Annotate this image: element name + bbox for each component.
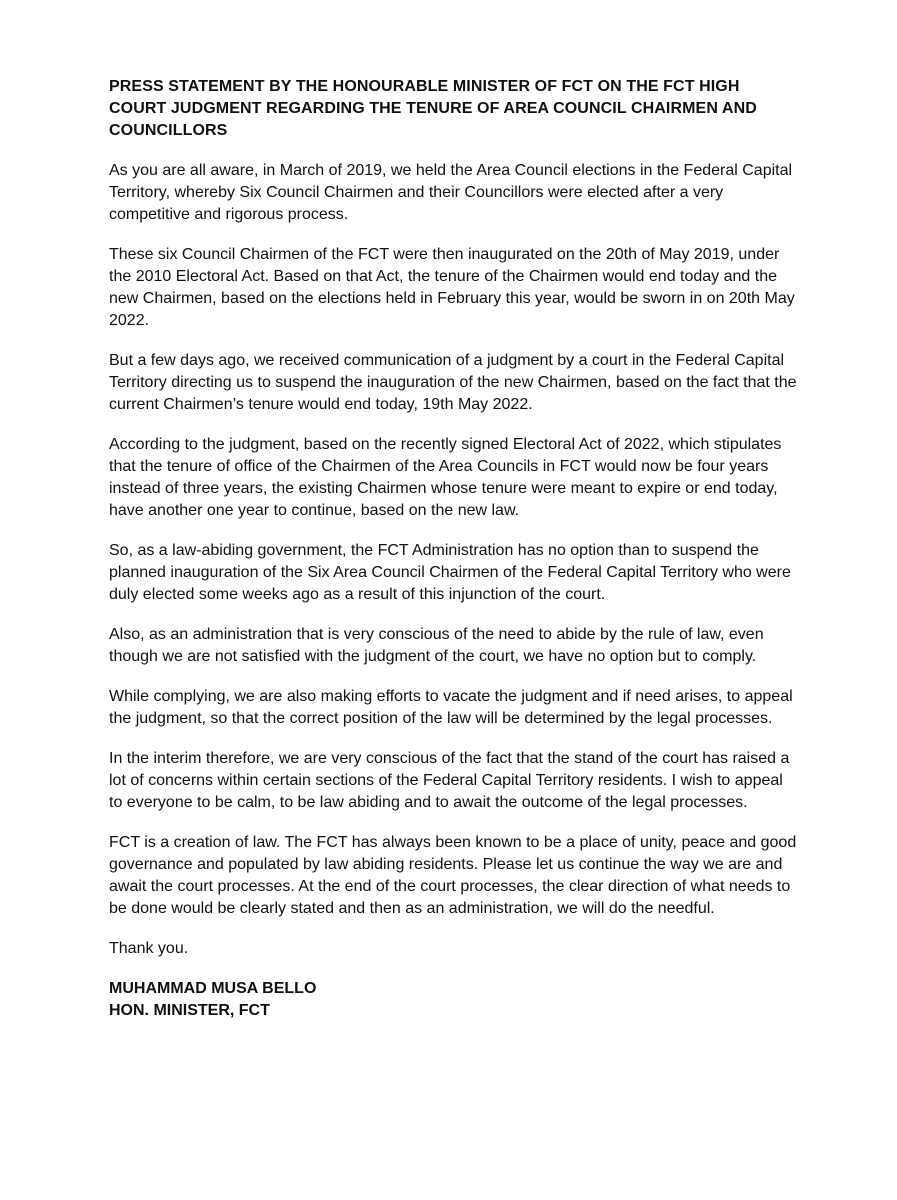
paragraph-8: In the interim therefore, we are very conscious of the fact that the stand of the court has raised a lot of concerns within certain sections of the Federal Capital Territory residents. I wish to appeal to everyone to be calm, to be law abiding and to await the outcome of the legal processes.	[109, 750, 790, 811]
paragraph-6: Also, as an administration that is very conscious of the need to abide by the rule of law, even though we are not satisfied with the judgment of the court, we have no option but to comply.	[109, 626, 764, 665]
paragraph-5: So, as a law-abiding government, the FCT Administration has no option than to suspend the planned inauguration of the Six Area Council Chairmen of the Federal Capital Territory who were duly elected some weeks ago as a result of this injunction of the court.	[109, 542, 791, 603]
paragraph-2: These six Council Chairmen of the FCT were then inaugurated on the 20th of May 2019, under the 2010 Electoral Act. Based on that Act, the tenure of the Chairmen would end today and the new Chairmen, based on the elections held in February this year, would be sworn in on 20th May 2022.	[109, 246, 795, 329]
paragraph-4: According to the judgment, based on the recently signed Electoral Act of 2022, which stipulates that the tenure of office of the Chairmen of the Area Councils in FCT would now be four years instead of three years, the existing Chairmen whose tenure were meant to expire or end today, have another one year to continue, based on the new law.	[109, 436, 782, 519]
statement-title: PRESS STATEMENT BY THE HONOURABLE MINISTER OF FCT ON THE FCT HIGH COURT JUDGMENT REGARDING THE TENURE OF AREA COUNCIL CHAIRMEN AND COUNCILLORS	[109, 78, 757, 139]
signatory-title: HON. MINISTER, FCT	[109, 1002, 270, 1019]
paragraph-3: But a few days ago, we received communication of a judgment by a court in the Federal Capital Territory directing us to suspend the inauguration of the new Chairmen, based on the fact that the current Chairmen’s tenure would end today, 19th May 2022.	[109, 352, 797, 413]
closing-line: Thank you.	[109, 940, 189, 957]
paragraph-7: While complying, we are also making efforts to vacate the judgment and if need arises, to appeal the judgment, so that the correct position of the law will be determined by the legal processes.	[109, 688, 793, 727]
press-statement-page	[109, 76, 799, 1022]
signatory-name: MUHAMMAD MUSA BELLO	[109, 980, 317, 997]
paragraph-9: FCT is a creation of law. The FCT has always been known to be a place of unity, peace and good governance and populated by law abiding residents. Please let us continue the way we are and await the court processes. At the end of the court processes, the clear direction of what needs to be done would be clearly stated and then as an administration, we will do the needful.	[109, 834, 797, 917]
paragraph-1: As you are all aware, in March of 2019, we held the Area Council elections in the Federal Capital Territory, whereby Six Council Chairmen and their Councillors were elected after a very competitive and rigorous process.	[109, 162, 793, 223]
